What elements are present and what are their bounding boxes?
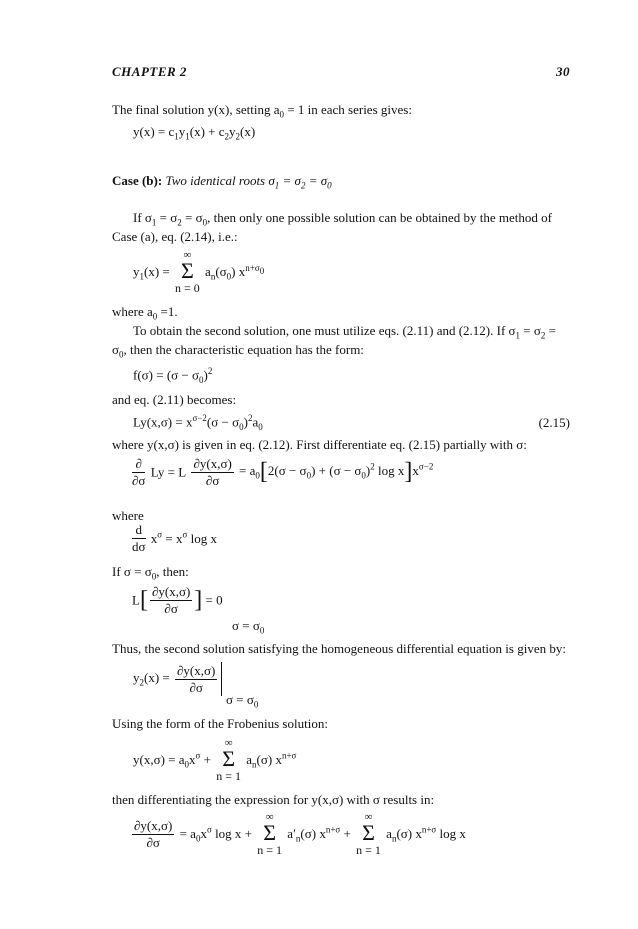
fraction-dy-dsigma-4: $\frac{\partial y(x,\sigma)}{\partial\sigma}$	[134, 818, 173, 850]
equation-L-eval-zero: L[ $\frac{\partial y(x,\sigma)}{\partial\sigma}$ ] = 0	[132, 584, 223, 616]
paragraph-if-sigma: If $\sigma = \sigma_0$, then:	[112, 564, 189, 582]
eval-at-sigma0-2: $\sigma = \sigma_0$	[226, 692, 259, 710]
paragraph-second-solution: To obtain the second solution, one must utilize eqs. (2.11) and (2.12). If $\sigma_1 = \sigma_2$ =	[133, 323, 556, 341]
paragraph-where: where	[112, 508, 144, 523]
page-header	[112, 64, 570, 80]
fraction-partial-sigma: $\frac{\partial}{\partial\sigma}$	[132, 456, 146, 488]
sum-symbol: ∞ Σ n = 0	[175, 249, 200, 295]
fraction-dy-dsigma-3: $\frac{\partial y(x,\sigma)}{\partial\sigma}$	[177, 662, 216, 695]
paragraph-differentiate: where y(x,σ) is given in eq. (2.12). First differentiate eq. (2.15) partially with σ:	[112, 437, 527, 452]
sum-symbol-2: ∞ Σ n = 1	[216, 737, 242, 783]
paragraph-case-a-ref: Case (a), eq. (2.14), i.e.:	[112, 229, 238, 244]
equation-general-solution: $y(x) = c_1y_1(x) + c_2y_2(x)$	[133, 124, 256, 142]
equation-partial-derivative: $\frac{\partial}{\partial\sigma}$ Ly = L $\frac{\partial y(x,\sigma)}{\partial\sigma}$ = $a_0[2(\sigma - \sigma_0) + (\sigma - \sigma_0)^2$ $\log x]x^{\sigma-2}$	[132, 456, 434, 488]
equation-characteristic: $f(\sigma) = (\sigma - \sigma_0)^2$	[133, 366, 213, 385]
equation-2-15: $Ly(x,\sigma) = x^{\sigma-2}(\sigma - \sigma_0)^2a_0$	[133, 413, 263, 432]
sum-symbol-3: ∞ Σ n = 1	[257, 811, 283, 857]
equation-d-x-sigma: $\frac{d}{d\sigma}$ $x^\sigma = x^\sigma$ log x	[132, 522, 217, 554]
equation-number-2-15: (2.15)	[538, 415, 570, 430]
paragraph-eq-becomes: and eq. (2.11) becomes:	[112, 392, 237, 407]
fraction-d-dsigma: $\frac{d}{d\sigma}$	[132, 522, 146, 554]
paragraph-second-solution-given: Thus, the second solution satisfying the homogeneous differential equation is given by:	[112, 641, 566, 656]
fraction-dy-dsigma: $\frac{\partial y(x,\sigma)}{\partial\sigma}$	[193, 456, 232, 488]
eval-at-sigma0: $\sigma = \sigma_0$	[232, 618, 265, 636]
equation-dy-expansion: $\frac{\partial y(x,\sigma)}{\partial\sigma}$ = $a_0x^\sigma$ log x + ∞ Σ n = 1 $a'_n(\sigma) x^{n+\sigma}$ + ∞ Σ n = 1 $a_n(\sigma)$ $x^{n+\sigma}$ log x	[134, 811, 466, 857]
equation-frobenius: $y(x,\sigma) = a_0x^\sigma$ + ∞ Σ n = 1 $a_n(\sigma)$ $x^{n+\sigma}$	[133, 737, 297, 783]
paragraph-frobenius: Using the form of the Frobenius solution:	[112, 716, 328, 731]
case-b-heading: Case (b): Two identical roots $\sigma_1 = \sigma_2 = \sigma_0$	[112, 173, 332, 191]
equation-y2: $y_2(x)$ = $\frac{\partial y(x,\sigma)}{\partial\sigma}$	[133, 662, 222, 696]
paragraph-where-a0: where $a_0 =1$.	[112, 304, 178, 322]
equation-y1: $y_1(x)$ = ∞ Σ n = 0 $a_n(\sigma_0)$ $x^{n+\sigma_0}$	[133, 249, 265, 295]
paragraph-characteristic: $\sigma_0$, then the characteristic equation has the form:	[112, 342, 364, 360]
chapter-title: CHAPTER 2	[112, 64, 187, 79]
paragraph-identical-roots: If $\sigma_1 = \sigma_2 = \sigma_0$, then only one possible solution can be obtained by the method of	[133, 210, 552, 228]
fraction-dy-dsigma-2: $\frac{\partial y(x,\sigma)}{\partial\sigma}$	[151, 584, 191, 616]
page-number: 30	[556, 64, 570, 79]
paragraph-final-solution: The final solution y(x), setting $a_0 = 1$ in each series gives:	[112, 102, 412, 120]
sum-symbol-4: ∞ Σ n = 1	[356, 811, 381, 857]
paragraph-differentiating: then differentiating the expression for y(x,σ) with σ results in:	[112, 792, 435, 807]
